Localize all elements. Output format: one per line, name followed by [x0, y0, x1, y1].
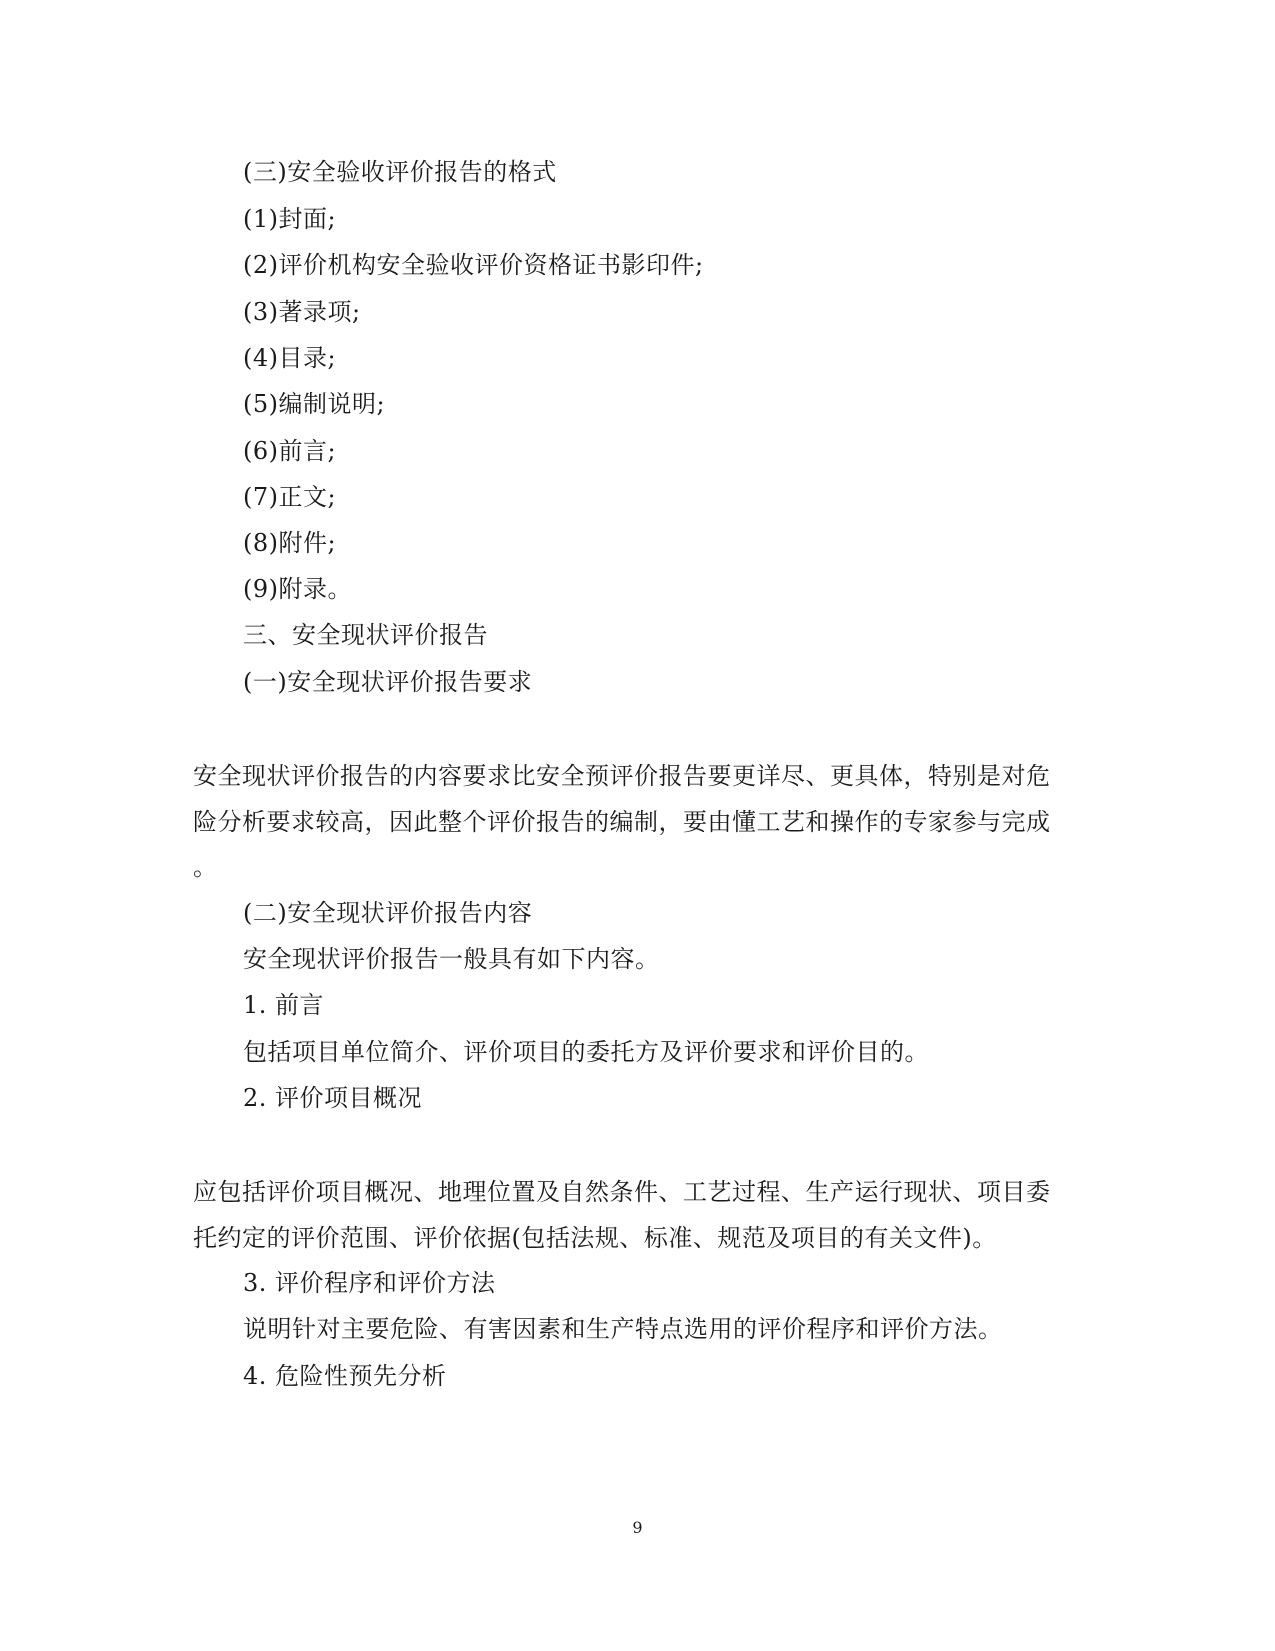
list-item: (5)编制说明; [243, 390, 386, 418]
item-heading: 1. 前言 [243, 991, 325, 1019]
list-item: (4)目录; [243, 344, 337, 372]
paragraph-line: 。 [193, 853, 218, 881]
list-item: (7)正文; [243, 483, 337, 511]
list-item: (8)附件; [243, 529, 337, 557]
subsection-heading: (二)安全现状评价报告内容 [243, 899, 533, 927]
item-heading: 2. 评价项目概况 [243, 1084, 423, 1112]
paragraph-line: 应包括评价项目概况、地理位置及自然条件、工艺过程、生产运行现状、项目委 [193, 1178, 1051, 1206]
item-heading: 3. 评价程序和评价方法 [243, 1269, 496, 1297]
page-number: 9 [632, 1518, 643, 1537]
paragraph-line: 安全现状评价报告的内容要求比安全预评价报告要更详尽、更具体，特别是对危 [193, 762, 1051, 790]
list-item: (6)前言; [243, 437, 337, 465]
list-item: (9)附录。 [243, 575, 352, 603]
subsection-heading: (一)安全现状评价报告要求 [243, 668, 533, 696]
paragraph-line: 包括项目单位简介、评价项目的委托方及评价要求和评价目的。 [243, 1038, 929, 1066]
list-item: (3)著录项; [243, 298, 361, 326]
list-item: (1)封面; [243, 205, 337, 233]
section-heading: 三、安全现状评价报告 [243, 621, 488, 649]
paragraph-line: 托约定的评价范围、评价依据(包括法规、标准、规范及项目的有关文件)。 [193, 1224, 997, 1252]
paragraph-line: 安全现状评价报告一般具有如下内容。 [243, 945, 660, 973]
section-heading: (三)安全验收评价报告的格式 [243, 158, 557, 186]
item-heading: 4. 危险性预先分析 [243, 1362, 447, 1390]
paragraph-line: 说明针对主要危险、有害因素和生产特点选用的评价程序和评价方法。 [243, 1315, 1003, 1343]
paragraph-line: 险分析要求较高，因此整个评价报告的编制，要由懂工艺和操作的专家参与完成 [193, 808, 1051, 836]
list-item: (2)评价机构安全验收评价资格证书影印件; [243, 251, 704, 279]
